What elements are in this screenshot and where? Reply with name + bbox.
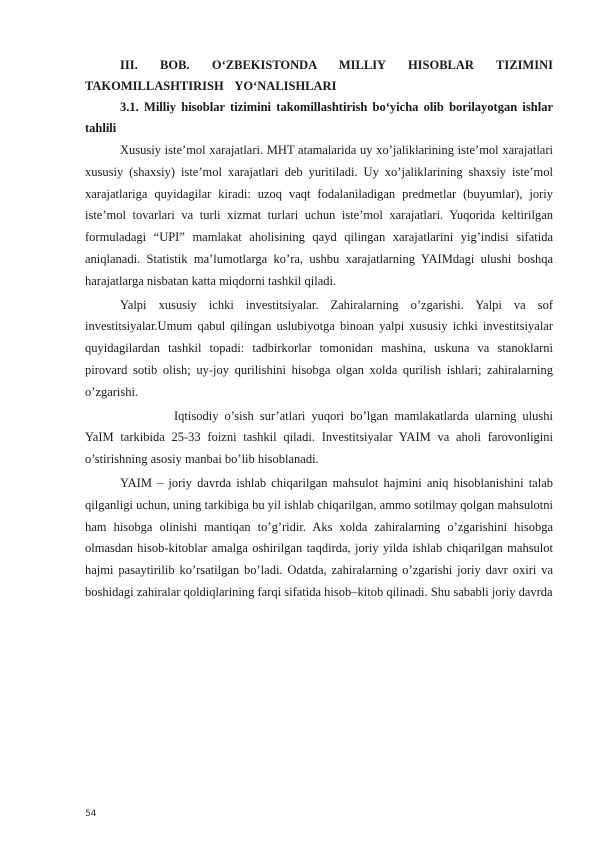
paragraph-gdp-inventory: YAIM – joriy davrda ishlab chiqarilgan mahsulot hajmini aniq hisoblanishini talab qilganligi uchun, uning tarkibiga bu yil ishlab chiqarilgan, ammo sotilmay qolgan mahsulotni ham hisobga olinishi mantiqan to’g’ridir. Aks xolda zahiralarning o’zgarishini hisobga olmasdan hisob-kitoblar amalga oshirilgan taqdirda, joriy yilda ishlab chiqarilgan mahsulot hajmi pasaytirilib ko’rsatilgan bo’ladi. Odatda, zahiralarning o’zgarishi joriy davr oxiri va boshidagi zahiralar qoldiqlarining farqi sifatida hisob–kitob qilinadi. Shu sababli joriy davrda xyxy=(85,475,553,599)
section-heading: 3.1. Milliy hisoblar tizimini takomillashtirish bo‘yicha olib borilayotgan ishlar tahlili xyxy=(85,100,553,135)
page-number: 54 xyxy=(85,809,97,819)
page-content xyxy=(85,55,553,604)
paragraph-private-consumption: Xususiy iste’mol xarajatlari. MHT atamalarida uy xo’jaliklarining iste’mol xarajatlari xususiy (shaxsiy) iste’mol xarajatlari deb yuritiladi. Uy xo’jaliklarining shaxsiy iste’mol xarajatlariga quyidagilar kiradi: uzoq vaqt fodalaniladigan predmetlar (buyumlar), joriy iste’mol tovarlari va turli xizmat turlari uchun iste’mol xarajatlari. Yuqorida keltirilgan formuladagi “UPI” mamlakat aholisining qayd qilingan xarajatlarini yig’indisi sifatida aniqlanadi. Statistik ma’lumotlarga ko’ra, ushbu xarajatlarning YAIMdagi ulushi boshqa harajatlarga nisbatan katta miqdorni tashkil qiladi. xyxy=(85,143,553,288)
paragraph-gross-investment: Yalpi xususiy ichki investitsiyalar. Zahiralarning o’zgarishi. Yalpi va sof investitsiyalar.Umum qabul qilingan uslubiyotga binoan yalpi xususiy ichki investitsiyalar quyidagilardan tashkil topadi: tadbirkorlar tomonidan mashina, uskuna va stanoklarni pirovard sotib olish; uy-joy qurilishini hisobga olgan xolda qurilish ishlari; zahiralarning o’zgarishi. xyxy=(85,297,553,399)
chapter-heading: III. BOB. O‘ZBEKISTONDA MILLIY HISOBLAR TIZIMINI TAKOMILLASHTIRISH YO‘NALISHLARI xyxy=(85,58,553,93)
paragraph-economic-growth: Iqtisodiy o’sish sur’atlari yuqori bo’lgan mamlakatlarda ularning ulushi YaIM tarkibida 25-33 foizni tashkil qiladi. Investitsiyalar YAIM va aholi farovonligini o’stirishning asosiy manbai bo’lib hisoblanadi. xyxy=(85,408,553,467)
